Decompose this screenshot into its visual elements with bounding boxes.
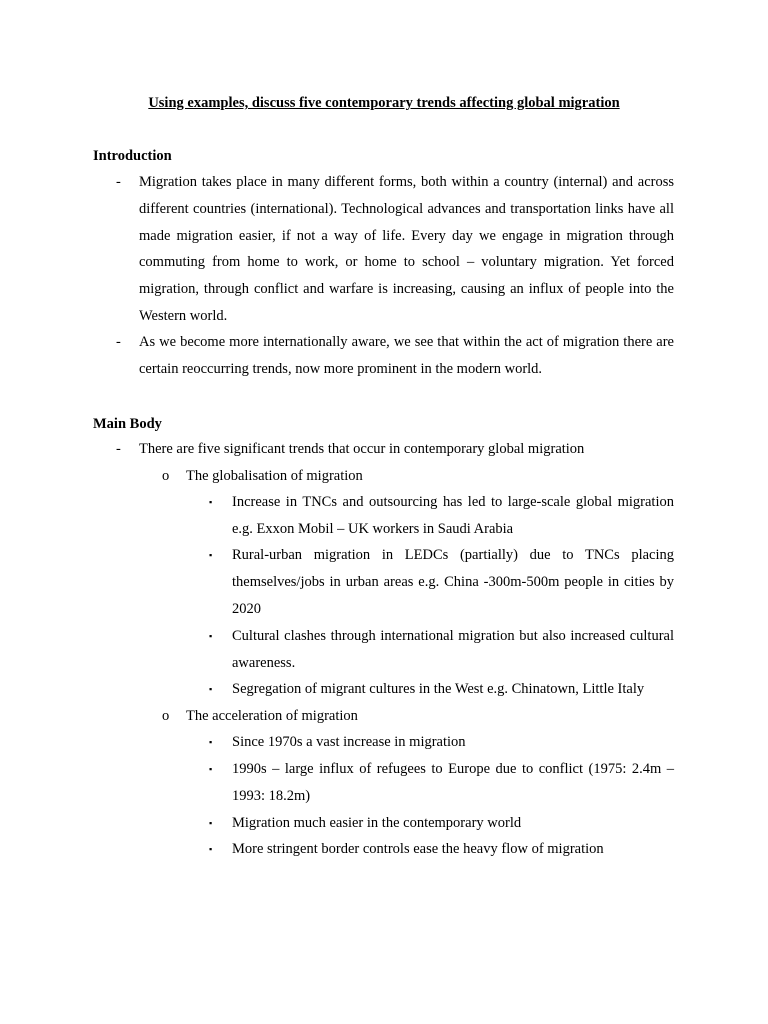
trend-item bbox=[162, 703, 674, 730]
dash-bullet: - bbox=[116, 174, 121, 190]
circle-bullet: o bbox=[162, 468, 170, 484]
intro-paragraph: As we become more internationally aware, we see that within the act of migration there are certain reoccurring trends, now more prominent in the modern world. bbox=[139, 334, 674, 377]
trend-point-text: Rural-urban migration in LEDCs (partially) due to TNCs placing themselves/jobs in urban areas e.g. China -300m-500m people in cities by 2020 bbox=[232, 547, 674, 617]
dash-bullet: - bbox=[116, 334, 121, 350]
intro-list-item bbox=[116, 169, 674, 330]
trend-point-text: Since 1970s a vast increase in migration bbox=[232, 734, 466, 750]
trend-point bbox=[209, 836, 674, 863]
trend-point-text: Segregation of migrant cultures in the West e.g. Chinatown, Little Italy bbox=[232, 681, 645, 697]
trend-point-text: Migration much easier in the contemporary world bbox=[232, 815, 522, 831]
section-heading-introduction: Introduction bbox=[93, 148, 172, 164]
main-body-list-item bbox=[116, 436, 674, 463]
square-bullet: ▪ bbox=[209, 818, 213, 828]
trend-point bbox=[209, 542, 674, 622]
intro-paragraph: Migration takes place in many different forms, both within a country (internal) and across different countries (international). Technological advances and transportation links have all made migration easier, if not a way of life. Every day we engage in migration through commuting from home to work, or home to school – voluntary migration. Yet forced migration, through conflict and warfare is increasing, causing an influx of people into the Western world. bbox=[139, 174, 674, 324]
trend-point-text: Increase in TNCs and outsourcing has led to large-scale global migration e.g. Exxon Mobil – UK workers in Saudi Arabia bbox=[232, 494, 674, 537]
trend-point bbox=[209, 623, 674, 677]
dash-bullet: - bbox=[116, 441, 121, 457]
trend-point bbox=[209, 810, 674, 837]
trend-point bbox=[209, 489, 674, 543]
intro-list-item bbox=[116, 329, 674, 383]
square-bullet: ▪ bbox=[209, 550, 213, 560]
page-title: Using examples, discuss five contemporary trends affecting global migration bbox=[148, 95, 620, 111]
square-bullet: ▪ bbox=[209, 631, 213, 641]
trend-title: The acceleration of migration bbox=[186, 708, 358, 724]
square-bullet: ▪ bbox=[209, 737, 213, 747]
main-body-intro: There are five significant trends that occur in contemporary global migration bbox=[139, 441, 585, 457]
trend-point bbox=[209, 676, 674, 703]
square-bullet: ▪ bbox=[209, 764, 213, 774]
trend-point-text: More stringent border controls ease the heavy flow of migration bbox=[232, 841, 604, 857]
trend-point-text: 1990s – large influx of refugees to Europe due to conflict (1975: 2.4m – 1993: 18.2m) bbox=[232, 761, 674, 804]
trend-point bbox=[209, 756, 674, 810]
square-bullet: ▪ bbox=[209, 684, 213, 694]
square-bullet: ▪ bbox=[209, 497, 213, 507]
trend-title: The globalisation of migration bbox=[186, 468, 363, 484]
trend-point bbox=[209, 729, 674, 756]
circle-bullet: o bbox=[162, 708, 170, 724]
square-bullet: ▪ bbox=[209, 844, 213, 854]
trend-item bbox=[162, 463, 674, 490]
section-heading-main-body: Main Body bbox=[93, 416, 162, 432]
trend-point-text: Cultural clashes through international migration but also increased cultural awareness. bbox=[232, 628, 674, 671]
